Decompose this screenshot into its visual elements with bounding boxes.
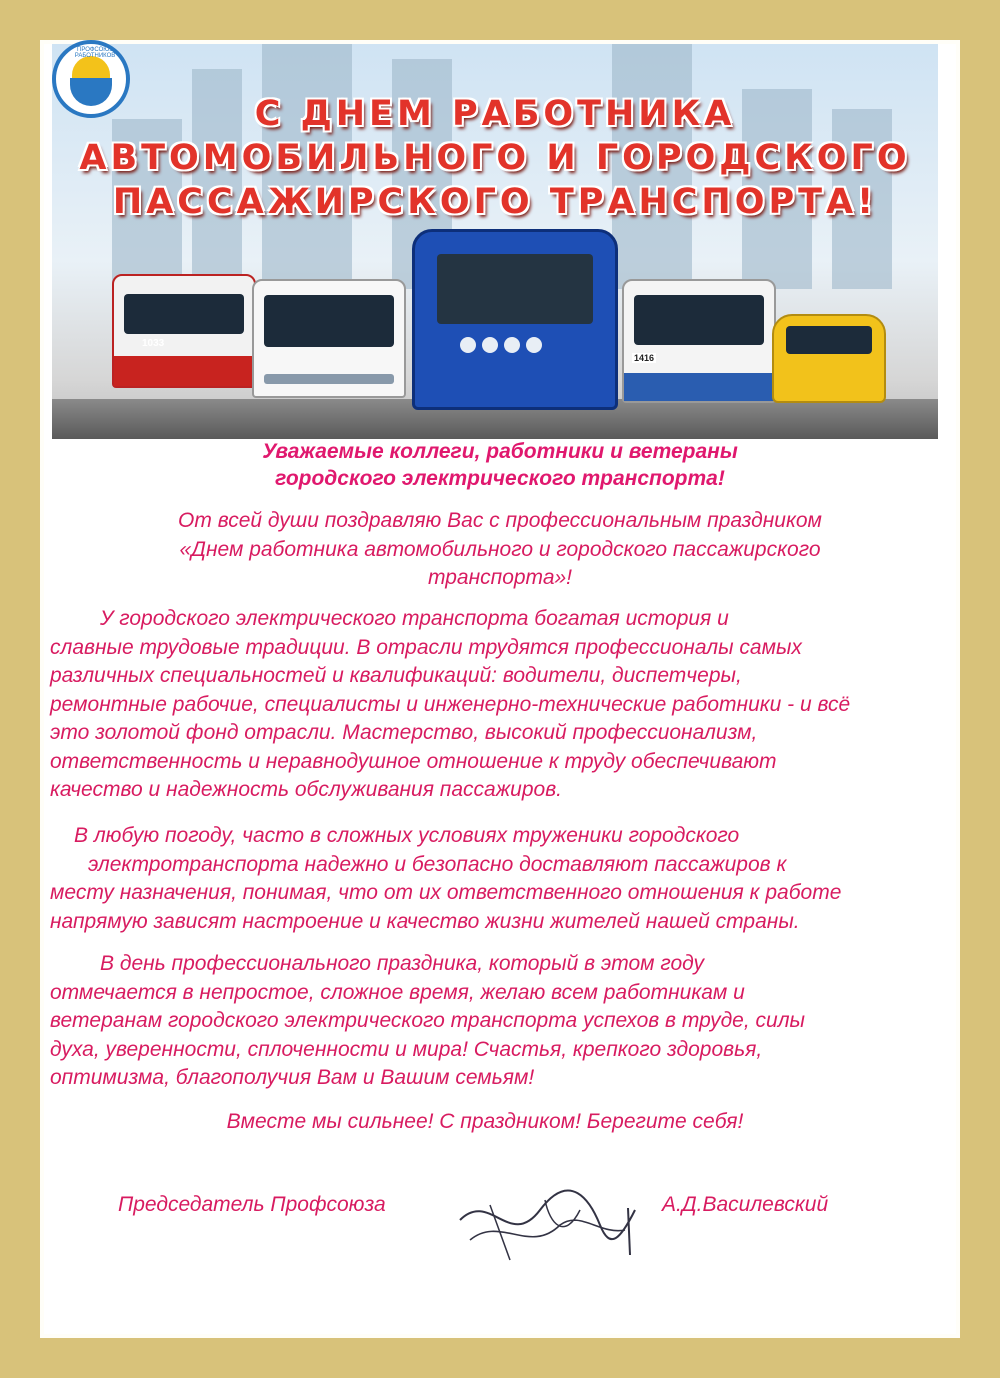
text-line: это золотой фонд отрасли. Мастерство, высокий профессионализм, xyxy=(50,721,758,744)
text-line: славные трудовые традиции. В отрасли трудятся профессионалы самых xyxy=(50,635,802,659)
signer-name: А.Д.Василевский xyxy=(662,1193,829,1216)
paragraph-workers xyxy=(50,822,950,936)
bus-image xyxy=(622,279,776,403)
intro-paragraph xyxy=(60,507,940,593)
hand-icon xyxy=(70,78,112,106)
text-line: духа, уверенности, сплоченности и мира! Счастья, крепкого здоровья, xyxy=(50,1037,763,1061)
taxi-window xyxy=(786,326,872,354)
text-line: электротранспорта надежно и безопасно доставляют пассажиров к xyxy=(88,852,787,876)
tram-stripe xyxy=(114,356,254,386)
text-line: ремонтные рабочие, специалисты и инженерно-технические работники - и всё xyxy=(50,692,851,716)
taxi-minibus-image xyxy=(772,314,886,403)
tram-image xyxy=(112,274,256,388)
text-line: напрямую зависят настроение и качество жизни жителей нашей страны. xyxy=(50,909,800,933)
banner-title-line: АВТОМОБИЛЬНОГО И ГОРОДСКОГО xyxy=(79,138,911,178)
metro-train-image xyxy=(412,229,618,410)
trolleybus-window xyxy=(264,295,394,347)
bus-window xyxy=(634,295,764,345)
banner-title xyxy=(52,92,938,224)
bus-number: 1416 xyxy=(634,353,655,363)
text-line: транспорта»! xyxy=(427,566,573,589)
tram-window xyxy=(124,294,244,334)
text-line: качество и надежность обслуживания пассажиров. xyxy=(50,778,562,801)
text-line: месту назначения, понимая, что от их ответственного отношения к работе xyxy=(50,881,842,904)
text-line: У городского электрического транспорта богатая история и xyxy=(100,607,729,630)
greeting-line: городского электрического транспорта! xyxy=(275,467,725,490)
text-line: ответственность и неравнодушное отношение к труду обеспечивают xyxy=(50,749,777,773)
text-line: В любую погоду, часто в сложных условиях труженики городского xyxy=(74,824,740,847)
greeting-line: Уважаемые коллеги, работники и ветераны xyxy=(262,440,738,463)
text-line: различных специальностей и квалификаций: водители, диспетчеры, xyxy=(50,664,742,687)
union-logo xyxy=(52,40,130,118)
handwritten-signature xyxy=(450,1180,650,1270)
banner-title-line: С ДНЕМ РАБОТНИКА xyxy=(254,94,736,134)
text-line: оптимизма, благополучия Вам и Вашим семьям! xyxy=(50,1066,535,1089)
banner-title-line: ПАССАЖИРСКОГО ТРАНСПОРТА! xyxy=(112,182,878,222)
logo-text: ПРОФСОЮЗ РАБОТНИКОВ xyxy=(74,47,116,59)
paragraph-history xyxy=(50,605,950,805)
header-banner xyxy=(52,44,938,439)
text-line: отмечается в непростое, сложное время, желаю всем работникам и xyxy=(50,980,745,1004)
text-line: От всей души поздравляю Вас с профессиональным праздником xyxy=(178,509,822,532)
metro-lights xyxy=(460,337,570,353)
paragraph-wishes xyxy=(50,950,950,1093)
closing-line: Вместе мы сильнее! С праздником! Берегите себя! xyxy=(226,1110,744,1133)
bus-stripe xyxy=(624,373,774,401)
trolleybus-image xyxy=(252,279,406,398)
trolleybus-bumper xyxy=(264,374,394,384)
metro-window xyxy=(437,254,593,324)
tram-number: 1033 xyxy=(142,338,165,349)
signer-position: Председатель Профсоюза xyxy=(118,1193,386,1216)
text-line: В день профессионального праздника, который в этом году xyxy=(100,952,705,975)
text-line: ветеранам городского электрического транспорта успехов в труде, силы xyxy=(50,1009,806,1032)
text-line: «Днем работника автомобильного и городского пассажирского xyxy=(179,537,821,561)
greeting xyxy=(130,438,870,492)
